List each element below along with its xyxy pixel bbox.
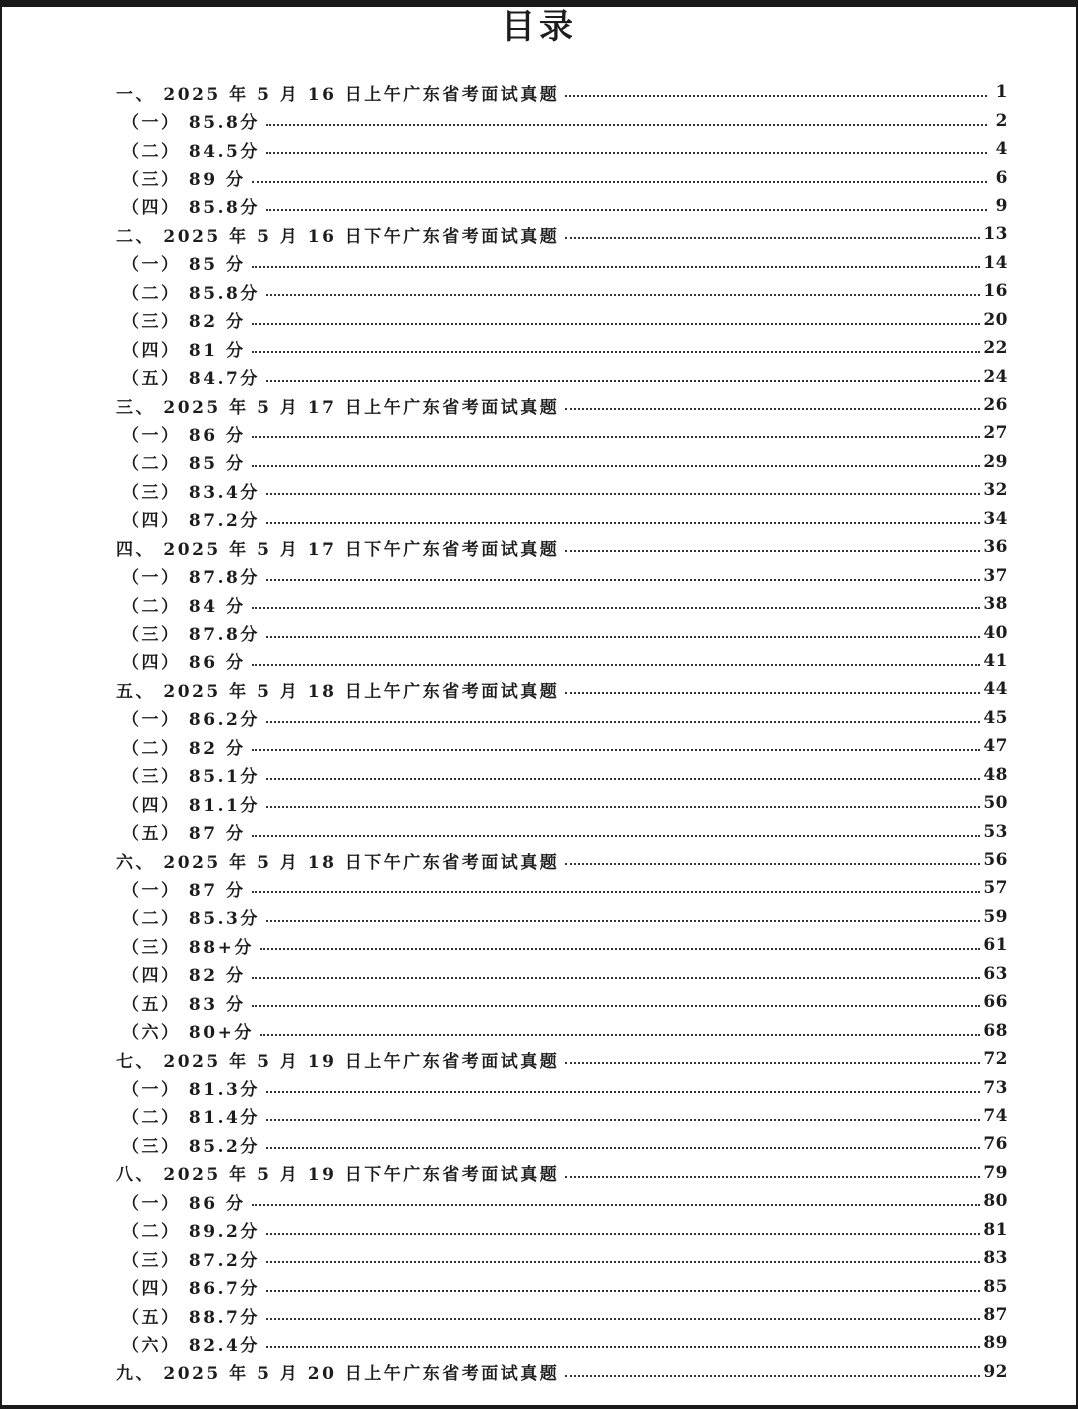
toc-page-number: 83 [983, 1248, 1008, 1269]
dot-leader [565, 95, 987, 97]
toc-page-number: 37 [983, 565, 1008, 586]
toc-page-number: 34 [983, 508, 1008, 529]
toc-section-entry[interactable] [116, 220, 1008, 248]
dot-leader [260, 948, 981, 950]
toc-subsection-entry[interactable] [116, 362, 1008, 390]
toc-page-number: 74 [983, 1105, 1008, 1126]
toc-entry-label: （四） 81 分 [122, 340, 246, 361]
toc-page-number: 9 [995, 195, 1008, 216]
toc-subsection-entry[interactable] [116, 874, 1008, 902]
toc-page-number: 50 [983, 793, 1008, 814]
dot-leader [260, 1034, 981, 1036]
dot-leader [266, 1233, 981, 1235]
dot-leader [266, 1147, 981, 1149]
toc-entry-label: （一） 86 分 [122, 425, 246, 446]
toc-page-number: 16 [983, 281, 1008, 302]
toc-page-number: 48 [983, 764, 1008, 785]
toc-subsection-entry[interactable] [116, 1187, 1008, 1215]
dot-leader [252, 436, 981, 438]
toc-entry-label: （一） 87 分 [122, 880, 246, 901]
toc-page-number: 56 [983, 850, 1008, 871]
toc-subsection-entry[interactable] [116, 1329, 1008, 1357]
toc-entry-label: （二） 85.8分 [122, 283, 260, 304]
dot-leader [266, 522, 981, 524]
toc-entry-label: （六） 80+分 [122, 1023, 254, 1044]
toc-subsection-entry[interactable] [116, 1272, 1008, 1300]
dot-leader [266, 380, 981, 382]
toc-subsection-entry[interactable] [116, 561, 1008, 589]
toc-subsection-entry[interactable] [116, 1216, 1008, 1244]
toc-page-number: 6 [995, 167, 1008, 188]
dot-leader [565, 408, 980, 410]
dot-leader [252, 607, 981, 609]
toc-entry-label: （三） 83.4分 [122, 482, 260, 503]
toc-entry-label: 七、 2025 年 5 月 19 日上午广东省考面试真题 [116, 1051, 560, 1072]
toc-page-number: 79 [983, 1162, 1008, 1183]
toc-page-number: 44 [983, 679, 1008, 700]
dot-leader [266, 806, 981, 808]
toc-entry-label: （四） 85.8分 [122, 198, 260, 219]
dot-leader [252, 465, 981, 467]
toc-subsection-entry[interactable] [116, 931, 1008, 959]
toc-entry-label: （四） 86.7分 [122, 1279, 260, 1300]
toc-subsection-entry[interactable] [116, 988, 1008, 1016]
toc-page-number: 24 [983, 366, 1008, 387]
toc-page-number: 32 [983, 480, 1008, 501]
toc-subsection-entry[interactable] [116, 647, 1008, 675]
toc-entry-label: （一） 86 分 [122, 1193, 246, 1214]
toc-subsection-entry[interactable] [116, 448, 1008, 476]
toc-page-number: 68 [983, 1020, 1008, 1041]
toc-page-number: 36 [983, 537, 1008, 558]
toc-page-number: 76 [983, 1134, 1008, 1155]
table-of-contents [116, 78, 1008, 1386]
toc-subsection-entry[interactable] [116, 505, 1008, 533]
dot-leader [252, 1005, 981, 1007]
toc-page-number: 63 [983, 963, 1008, 984]
toc-entry-label: 九、 2025 年 5 月 20 日上午广东省考面试真题 [116, 1364, 560, 1385]
dot-leader [266, 721, 981, 723]
toc-page-number: 38 [983, 594, 1008, 615]
dot-leader [565, 237, 980, 239]
dot-leader [266, 1346, 981, 1348]
toc-subsection-entry[interactable] [116, 903, 1008, 931]
toc-subsection-entry[interactable] [116, 249, 1008, 277]
toc-entry-label: 四、 2025 年 5 月 17 日下午广东省考面试真题 [116, 539, 560, 560]
dot-leader [266, 294, 981, 296]
dot-leader [565, 550, 980, 552]
dot-leader [252, 891, 981, 893]
toc-entry-label: （三） 88+分 [122, 937, 254, 958]
dot-leader [266, 1119, 981, 1121]
toc-entry-label: （二） 84.5分 [122, 141, 260, 162]
toc-entry-label: （一） 81.3分 [122, 1080, 260, 1101]
toc-page-number: 4 [995, 139, 1008, 160]
toc-entry-label: （三） 87.8分 [122, 625, 260, 646]
toc-subsection-entry[interactable] [116, 106, 1008, 134]
dot-leader [266, 1318, 981, 1320]
dot-leader [266, 579, 981, 581]
toc-subsection-entry[interactable] [116, 1073, 1008, 1101]
toc-entry-label: （一） 86.2分 [122, 710, 260, 731]
toc-section-entry[interactable] [116, 391, 1008, 419]
toc-entry-label: （二） 84 分 [122, 596, 246, 617]
document-page [2, 7, 1076, 1405]
toc-entry-label: （二） 85.3分 [122, 909, 260, 930]
dot-leader [266, 1261, 981, 1263]
toc-entry-label: （一） 87.8分 [122, 568, 260, 589]
toc-entry-label: （五） 84.7分 [122, 369, 260, 390]
dot-leader [565, 1062, 980, 1064]
toc-subsection-entry[interactable] [116, 704, 1008, 732]
toc-section-entry[interactable] [116, 846, 1008, 874]
toc-page-number: 20 [983, 309, 1008, 330]
toc-subsection-entry[interactable] [116, 1130, 1008, 1158]
toc-page-number: 27 [983, 423, 1008, 444]
toc-subsection-entry[interactable] [116, 789, 1008, 817]
toc-subsection-entry[interactable] [116, 334, 1008, 362]
toc-entry-label: （二） 89.2分 [122, 1222, 260, 1243]
toc-subsection-entry[interactable] [116, 618, 1008, 646]
toc-subsection-entry[interactable] [116, 761, 1008, 789]
toc-entry-label: （三） 85.2分 [122, 1136, 260, 1157]
toc-entry-label: 三、 2025 年 5 月 17 日上午广东省考面试真题 [116, 397, 560, 418]
toc-page-number: 14 [983, 252, 1008, 273]
toc-subsection-entry[interactable] [116, 192, 1008, 220]
toc-section-entry[interactable] [116, 675, 1008, 703]
toc-entry-label: （五） 83 分 [122, 994, 246, 1015]
toc-page-number: 41 [983, 650, 1008, 671]
toc-entry-label: 一、 2025 年 5 月 16 日上午广东省考面试真题 [116, 84, 560, 105]
dot-leader [266, 152, 987, 154]
toc-page-number: 81 [983, 1219, 1008, 1240]
toc-subsection-entry[interactable] [116, 1102, 1008, 1130]
toc-page-number: 85 [983, 1276, 1008, 1297]
dot-leader [252, 1204, 981, 1206]
toc-subsection-entry[interactable] [116, 476, 1008, 504]
toc-entry-label: （三） 82 分 [122, 312, 246, 333]
toc-subsection-entry[interactable] [116, 590, 1008, 618]
toc-page-number: 40 [983, 622, 1008, 643]
toc-page-number: 80 [983, 1191, 1008, 1212]
dot-leader [266, 636, 981, 638]
toc-entry-label: 八、 2025 年 5 月 19 日下午广东省考面试真题 [116, 1165, 560, 1186]
toc-section-entry[interactable] [116, 533, 1008, 561]
dot-leader [565, 1176, 980, 1178]
toc-page-number: 26 [983, 395, 1008, 416]
toc-entry-label: （一） 85 分 [122, 255, 246, 276]
toc-entry-label: （三） 87.2分 [122, 1250, 260, 1271]
toc-page-number: 45 [983, 707, 1008, 728]
toc-entry-label: （二） 82 分 [122, 738, 246, 759]
toc-page-number: 89 [983, 1333, 1008, 1354]
toc-page-number: 2 [995, 110, 1008, 131]
toc-entry-label: （四） 81.1分 [122, 795, 260, 816]
toc-entry-label: （二） 85 分 [122, 454, 246, 475]
toc-subsection-entry[interactable] [116, 306, 1008, 334]
toc-page-number: 22 [983, 338, 1008, 359]
dot-leader [252, 351, 981, 353]
dot-leader [266, 209, 987, 211]
page-title: 目录 [501, 7, 577, 47]
toc-entry-label: 五、 2025 年 5 月 18 日上午广东省考面试真题 [116, 681, 560, 702]
dot-leader [252, 749, 981, 751]
dot-leader [252, 181, 988, 183]
toc-subsection-entry[interactable] [116, 135, 1008, 163]
dot-leader [252, 664, 981, 666]
toc-entry-label: （四） 87.2分 [122, 511, 260, 532]
toc-page-number: 73 [983, 1077, 1008, 1098]
dot-leader [565, 1375, 980, 1377]
toc-subsection-entry[interactable] [116, 732, 1008, 760]
toc-subsection-entry[interactable] [116, 1301, 1008, 1329]
toc-entry-label: （五） 87 分 [122, 824, 246, 845]
dot-leader [565, 692, 980, 694]
dot-leader [252, 977, 981, 979]
dot-leader [266, 778, 981, 780]
dot-leader [252, 266, 981, 268]
toc-entry-label: （四） 86 分 [122, 653, 246, 674]
dot-leader [266, 493, 981, 495]
toc-entry-label: 二、 2025 年 5 月 16 日下午广东省考面试真题 [116, 226, 560, 247]
toc-section-entry[interactable] [116, 1159, 1008, 1187]
toc-page-number: 29 [983, 451, 1008, 472]
toc-subsection-entry[interactable] [116, 1244, 1008, 1272]
toc-page-number: 57 [983, 878, 1008, 899]
toc-subsection-entry[interactable] [116, 419, 1008, 447]
toc-page-number: 47 [983, 736, 1008, 757]
dot-leader [565, 863, 980, 865]
toc-page-number: 13 [983, 224, 1008, 245]
toc-subsection-entry[interactable] [116, 163, 1008, 191]
toc-entry-label: （五） 88.7分 [122, 1307, 260, 1328]
dot-leader [252, 323, 981, 325]
toc-entry-label: （二） 81.4分 [122, 1108, 260, 1129]
dot-leader [266, 1091, 981, 1093]
toc-page-number: 72 [983, 1049, 1008, 1070]
toc-subsection-entry[interactable] [116, 1016, 1008, 1044]
toc-entry-label: （三） 89 分 [122, 170, 246, 191]
toc-entry-label: （四） 82 分 [122, 966, 246, 987]
toc-entry-label: （六） 82.4分 [122, 1335, 260, 1356]
dot-leader [266, 124, 987, 126]
toc-page-number: 92 [983, 1361, 1008, 1382]
toc-section-entry[interactable] [116, 1358, 1008, 1386]
toc-page-number: 66 [983, 992, 1008, 1013]
toc-page-number: 59 [983, 906, 1008, 927]
toc-page-number: 87 [983, 1305, 1008, 1326]
toc-entry-label: 六、 2025 年 5 月 18 日下午广东省考面试真题 [116, 852, 560, 873]
dot-leader [266, 920, 981, 922]
toc-page-number: 53 [983, 821, 1008, 842]
dot-leader [252, 835, 981, 837]
toc-page-number: 1 [995, 82, 1008, 103]
toc-subsection-entry[interactable] [116, 277, 1008, 305]
toc-section-entry[interactable] [116, 78, 1008, 106]
toc-subsection-entry[interactable] [116, 817, 1008, 845]
toc-page-number: 61 [983, 935, 1008, 956]
toc-section-entry[interactable] [116, 1045, 1008, 1073]
dot-leader [266, 1290, 981, 1292]
toc-entry-label: （三） 85.1分 [122, 767, 260, 788]
toc-subsection-entry[interactable] [116, 960, 1008, 988]
toc-entry-label: （一） 85.8分 [122, 113, 260, 134]
